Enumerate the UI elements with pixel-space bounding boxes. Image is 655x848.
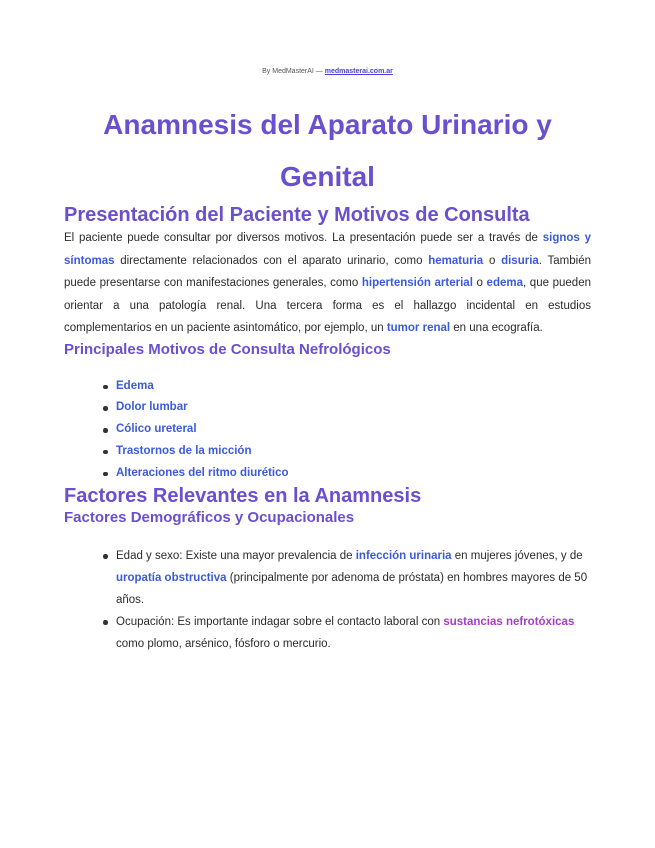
- keyword-sustancias-nefrotoxicas: sustancias nefrotóxicas: [443, 616, 575, 629]
- keyword-tumor-renal: tumor renal: [386, 322, 451, 334]
- item-text: (principalmente por adenoma de próstata) en hombres mayores de 50 años.: [116, 572, 588, 607]
- keyword-signos-sintomas: signos y síntomas: [64, 232, 591, 267]
- subheading-factores-demograficos: Factores Demográficos y Ocupacionales: [64, 509, 355, 527]
- page-title-line-1: Anamnesis del Aparato Urinario y: [103, 109, 552, 140]
- keyword-infeccion-urinaria: infección urinaria: [355, 550, 452, 563]
- paragraph-text: o: [483, 254, 502, 267]
- byline-prefix: By MedMasterAI —: [262, 68, 325, 75]
- list-item: Edema: [116, 376, 591, 398]
- page-title: [64, 99, 591, 203]
- list-item-ocupacion: [116, 611, 591, 655]
- keyword-uropatia-obstructiva: uropatía obstructiva: [116, 572, 227, 585]
- keyword-hematuria: hematuria: [428, 254, 484, 267]
- item-text: en mujeres jóvenes, y de: [451, 550, 583, 563]
- list-item-edad-sexo: [116, 545, 591, 611]
- paragraph-text: directamente relacionados con el aparato urinario, como: [114, 254, 429, 267]
- paragraph-text: . También puede presentarse con manifestaciones generales, como: [64, 254, 591, 289]
- byline: [64, 0, 591, 77]
- list-item: Cólico ureteral: [116, 419, 591, 441]
- byline-link[interactable]: medmasterai.com.ar: [324, 68, 393, 75]
- paragraph-text: El paciente puede consultar por diversos motivos. La presentación puede ser a través de: [64, 232, 543, 244]
- keyword-disuria: disuria: [501, 254, 539, 267]
- paragraph-text: , que pueden orientar a una patología renal. Una tercera forma es el hallazgo incidental en estudios complementarios en un paciente asintomático, por ejemplo, un: [64, 277, 591, 334]
- subheading-motivos-consulta: Principales Motivos de Consulta Nefrológicos: [64, 340, 391, 358]
- section-heading-factores: Factores Relevantes en la Anamnesis: [64, 485, 422, 508]
- paragraph-text: en una ecografía.: [450, 322, 543, 334]
- factores-list: [64, 545, 591, 655]
- item-text: Ocupación: Es importante indagar sobre el contacto laboral con: [116, 616, 444, 629]
- motivos-consulta-list: [64, 376, 591, 485]
- page-title-line-2: Genital: [280, 161, 375, 192]
- item-text: como plomo, arsénico, fósforo o mercurio.: [116, 638, 331, 651]
- keyword-hipertension-arterial: hipertensión arterial: [361, 277, 473, 289]
- list-item: Dolor lumbar: [116, 397, 591, 419]
- item-text: Edad y sexo: Existe una mayor prevalencia de: [116, 550, 356, 563]
- list-item: Trastornos de la micción: [116, 441, 591, 463]
- list-item: Alteraciones del ritmo diurético: [116, 463, 591, 485]
- keyword-edema: edema: [486, 277, 523, 289]
- section-heading-presentacion: Presentación del Paciente y Motivos de Consulta: [64, 204, 530, 226]
- paragraph-text: o: [472, 277, 487, 289]
- presentacion-paragraph: [64, 227, 591, 340]
